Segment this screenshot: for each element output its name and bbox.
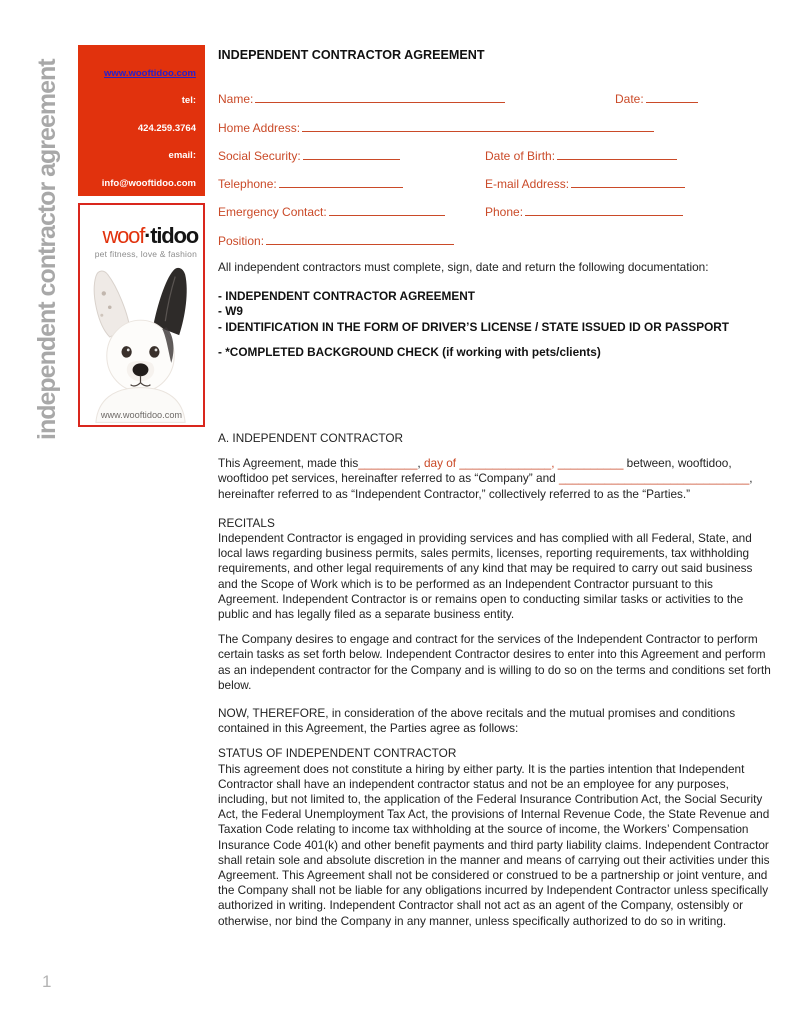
page-title: INDEPENDENT CONTRACTOR AGREEMENT — [218, 48, 485, 62]
tel-number: 424.259.3764 — [137, 122, 196, 134]
date-of-birth-field — [485, 147, 677, 164]
document-content — [218, 48, 774, 929]
status-heading: STATUS OF INDEPENDENT CONTRACTOR — [218, 746, 457, 761]
status-paragraph: This agreement does not constitute a hiring by either party. It is the parties intention that Independent Contractor shall have an independent contractor status and not be an employee for any purposes, including, but not limited to, the application of the Federal Insurance Contribution Act, the Social Security Act, the Federal Unemployment Tax Act, the provisions of Internal Revenue Code, the State Revenue and Taxation Code relating to income tax withholding at the source of income, the Workers’ Compensation Insurance Code 401(k) and other benefit payments and third party liability claims. Independent Contractor shall retain sole and absolute discretion in the manner and means of carrying out their activities under this Agreement. This Agreement shall not be considered or construed to be a partnership or joint venture, and the Company shall not be liable for any obligations incurred by Independent Contractor unless specifically authorized in writing. Independent Contractor shall not act as an agent of the Company, ostensibly or otherwise, nor bind the Company in any manner, unless specifically authorized to do so in writing. — [218, 761, 770, 928]
agreement-blank: _____________________________ — [558, 471, 750, 486]
agreement-blank: _________ — [358, 456, 418, 471]
brand-logo-tidoo: ·tidoo — [144, 223, 198, 248]
agreement-blank: __________ — [557, 456, 624, 471]
email-field — [485, 175, 685, 192]
position-blank — [266, 232, 454, 245]
dog-photo — [80, 263, 203, 425]
form-row-emergency-phone — [218, 203, 774, 231]
phone-label: Phone: — [485, 205, 524, 220]
contact-website-line — [84, 60, 196, 87]
date-of-birth-blank — [557, 147, 677, 160]
date-of-birth-label: Date of Birth: — [485, 148, 556, 163]
form-row-home-address — [218, 119, 774, 147]
documentation-item: - W9 — [218, 304, 243, 319]
emergency-contact-label: Emergency Contact: — [218, 205, 327, 220]
contact-card — [78, 45, 205, 196]
social-security-label: Social Security: — [218, 148, 301, 163]
agreement-text: between, wooftidoo, wooftidoo pet services, hereinafter referred to as “Company” and — [218, 456, 732, 486]
email-label: email: — [168, 150, 196, 162]
recitals-heading: RECITALS — [218, 515, 275, 530]
email-address-label: E-mail Address: — [485, 177, 570, 192]
agreement-comma: , — [551, 456, 558, 471]
brand-logo — [102, 223, 198, 249]
website-link[interactable]: www.wooftidoo.com — [104, 68, 196, 79]
name-blank — [255, 90, 505, 103]
documentation-item-background-check: - *COMPLETED BACKGROUND CHECK (if working with pets/clients) — [218, 344, 601, 359]
emergency-contact-blank — [329, 203, 445, 216]
home-address-blank — [302, 119, 654, 132]
social-security-blank — [303, 147, 400, 160]
date-label: Date: — [615, 92, 644, 107]
telephone-label: Telephone: — [218, 177, 277, 192]
status-section — [218, 746, 774, 928]
form-row-name-date — [218, 90, 774, 118]
recitals-section — [218, 516, 774, 622]
phone-field — [485, 203, 683, 220]
section-a-heading: A. INDEPENDENT CONTRACTOR — [218, 431, 404, 445]
contractor-form — [218, 90, 774, 260]
form-row-ss-dob — [218, 147, 774, 175]
tel-label: tel: — [181, 95, 196, 107]
desire-paragraph: The Company desires to engage and contract for the services of the Independent Contractor to perform certain tasks as set forth below. Independent Contractor desires to enter into this Agreement and perform as an independent contractor for the Company and is willing to do so on the terms and conditions set forth below. — [218, 632, 771, 692]
phone-blank — [525, 203, 683, 216]
agreement-text: , hereinafter referred to as “Independent Contractor,” collectively referred to as the “Parties.” — [218, 471, 753, 501]
name-label: Name: — [218, 92, 254, 107]
agreement-intro-paragraph — [218, 456, 774, 502]
documentation-list — [218, 289, 774, 335]
sidebar-vertical-title: independent contractor agreement — [33, 59, 61, 440]
position-label: Position: — [218, 233, 265, 248]
form-row-tel-email — [218, 175, 774, 203]
form-row-position — [218, 232, 774, 260]
logo-card — [78, 203, 205, 427]
email-blank — [571, 175, 685, 188]
now-therefore-paragraph: NOW, THEREFORE, in consideration of the above recitals and the mutual promises and conditions contained in this Agreement, the Parties agree as follows: — [218, 706, 736, 736]
agreement-day-of: day of — [423, 456, 460, 471]
date-field — [615, 90, 698, 107]
agreement-text: , — [417, 456, 424, 471]
email-address: info@wooftidoo.com — [101, 177, 196, 189]
documentation-item: - IDENTIFICATION IN THE FORM OF DRIVER’S LICENSE / STATE ISSUED ID OR PASSPORT — [218, 319, 730, 334]
brand-tagline: pet fitness, love & fashion — [94, 249, 197, 259]
agreement-text: This Agreement, made this — [218, 456, 359, 471]
brand-logo-woof: woof — [102, 223, 145, 248]
logo-website: www.wooftidoo.com — [100, 410, 183, 420]
page-number: 1 — [42, 972, 52, 991]
home-address-label: Home Address: — [218, 120, 301, 135]
agreement-blank: ______________ — [459, 456, 552, 471]
documentation-intro: All independent contractors must complete, sign, date and return the following documentation: — [218, 259, 709, 274]
date-blank — [646, 90, 698, 103]
documentation-item: - INDEPENDENT CONTRACTOR AGREEMENT — [218, 289, 475, 304]
telephone-blank — [279, 175, 403, 188]
recitals-paragraph: Independent Contractor is engaged in providing services and has complied with all Federal, State, and local laws regarding business permits, sales permits, licenses, reporting requirements, tax withholding requirements, and other legal requirements of any kind that may be required to carry out said business and the Scope of Work which is to be performed as an Independent Contractor pursuant to this Agreement. Independent Contractor is or remains open to conducting similar tasks or activities to the public and has legally filed as a separate business entity. — [218, 531, 753, 622]
